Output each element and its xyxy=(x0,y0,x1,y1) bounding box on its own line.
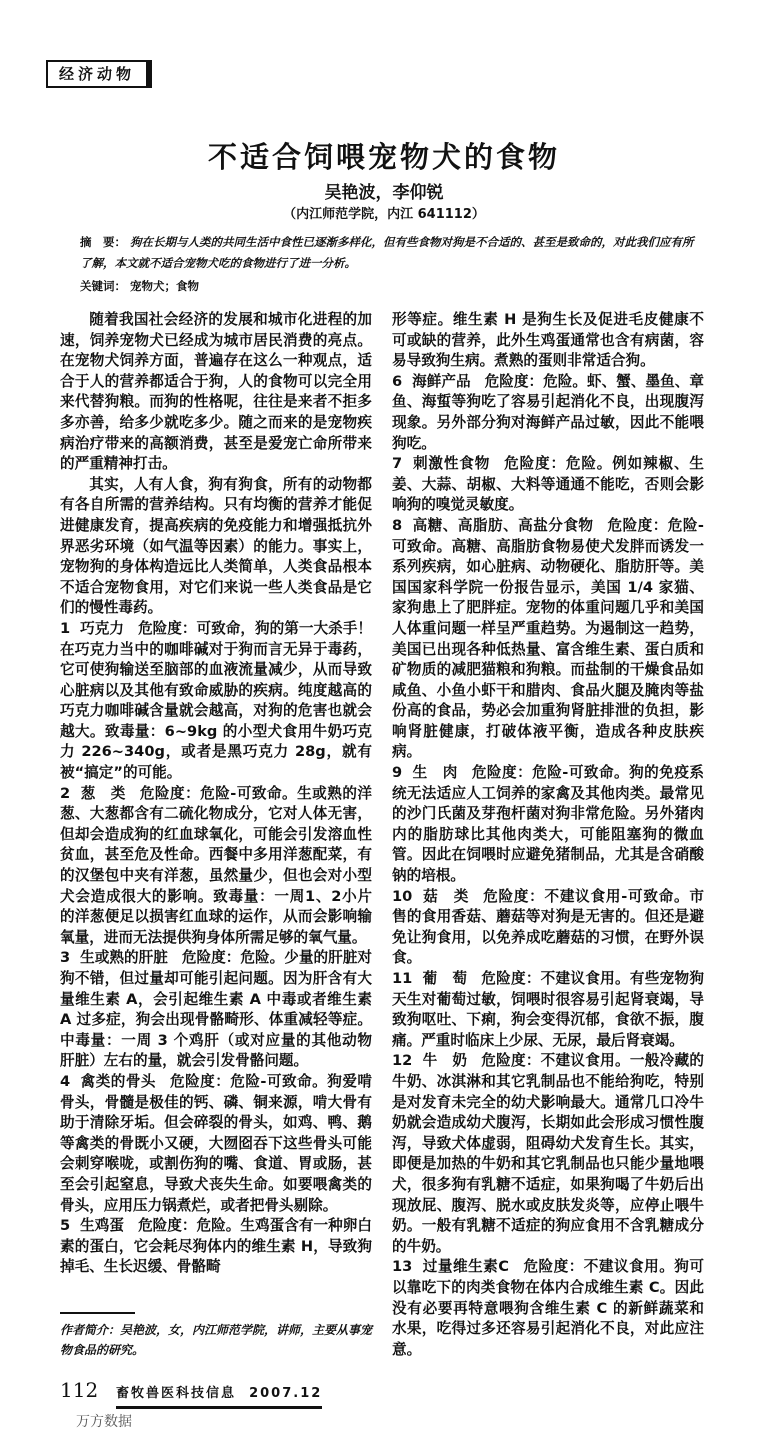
item-number: 6 xyxy=(392,372,403,390)
food-item xyxy=(60,948,372,1072)
item-name: 牛 奶 xyxy=(422,1052,468,1070)
food-item xyxy=(60,784,372,949)
item-number: 11 xyxy=(392,970,413,987)
item-number: 5 xyxy=(60,1217,71,1235)
food-item-continued: 形等症。维生素 H 是狗生长及促进毛皮健康不可或缺的营养，此外生鸡蛋通常也含有病菌，容易导致狗生病。煮熟的蛋则非常适合狗。 xyxy=(392,311,704,370)
item-name: 生鸡蛋 xyxy=(80,1217,125,1235)
item-name: 巧克力 xyxy=(80,619,125,637)
watermark: 万方数据 xyxy=(76,1414,132,1431)
food-item xyxy=(60,1216,372,1278)
journal-name: 畜牧兽医科技信息 xyxy=(116,1386,237,1402)
item-name: 禽类的骨头 xyxy=(80,1072,156,1090)
page-footer xyxy=(60,1378,722,1409)
keywords-text: 宠物犬；食物 xyxy=(130,279,199,293)
author-footnote: 作者简介：吴艳波，女，内江师范学院，讲师，主要从事宠物食品的研究。 xyxy=(60,1323,373,1358)
abstract-text: 狗在长期与人类的共同生活中食性已逐渐多样化，但有些食物对狗是不合适的、甚至是致命的，对此我们应有所了解，本文就不适合宠物犬吃的食物进行了进一分析。 xyxy=(80,235,694,270)
item-name: 海鲜产品 xyxy=(412,372,471,390)
left-column-body xyxy=(60,310,372,1278)
item-name: 生或熟的肝脏 xyxy=(80,949,168,967)
item-name: 葡 萄 xyxy=(422,970,468,987)
item-text: 危险度：不建议食用-可致命。市售的食用香菇、蘑菇等对狗是无害的。但还是避免让狗食用，以免养成吃蘑菇的习惯，在野外误食。 xyxy=(392,887,704,967)
food-item xyxy=(392,763,704,887)
food-item xyxy=(392,887,704,969)
item-number: 3 xyxy=(60,949,71,967)
item-text: 危险度：危险。虾、蟹、墨鱼、章鱼、海蜇等狗吃了容易引起消化不良，出现腹泻现象。另外部分狗对海鲜产品过敏，因此不能喂狗吃。 xyxy=(392,372,704,452)
item-number: 2 xyxy=(60,784,71,802)
food-item xyxy=(392,1257,704,1360)
abstract xyxy=(80,232,700,274)
item-text: 危险度：危险。例如辣椒、生姜、大蒜、胡椒、大料等通通不能吃，否则会影响狗的嗅觉灵敏度。 xyxy=(392,455,704,514)
food-item xyxy=(60,619,372,784)
page-number: 112 xyxy=(60,1378,99,1403)
item-name: 葱 类 xyxy=(80,784,126,802)
item-number: 13 xyxy=(392,1258,413,1276)
food-item xyxy=(392,454,704,516)
item-text: 危险度：危险-可致命。高糖、高脂肪食物易使犬发胖而诱发一系列疾病，如心脏病、动物硬化、脂肪肝等。美国国家科学院一份报告显示，美国 1/4 家猫、家狗患上了肥胖症。宠物的体重问题几乎和美国人体重问题一样呈严重趋势。为遏制这一趋势，美国已出现各种低热量、富含维生素、蛋白质和矿物质的减肥猫粮和狗粮。而盐制的干燥食品如咸鱼、小鱼小虾干和腊肉、食品火腿及腌肉等盐份高的食品，势必会加重狗肾脏排泄的负担，影响肾脏健康，打破体液平衡，造成各种皮肤疾病。 xyxy=(392,516,704,761)
item-number: 1 xyxy=(60,619,71,637)
food-item xyxy=(392,1051,704,1257)
intro-paragraph: 其实，人有人食，狗有狗食，所有的动物都有各自所需的营养结构。只有均衡的营养才能促进健康发育，提高疾病的免疫能力和增强抵抗外界恶劣环境（如气温等因素）的能力。事实上，宠物狗的身体构造远比人类简单，人类食品根本不适合宠物食用，对它们来说一些人类食品是它们的慢性毒药。 xyxy=(60,475,372,617)
journal-info xyxy=(116,1384,322,1409)
food-item xyxy=(60,1072,372,1216)
right-column xyxy=(392,310,704,1360)
footnote-divider xyxy=(60,1312,135,1314)
item-text: 危险度：危险。少量的肝脏对狗不错，但过量却可能引起问题。因为肝含有大量维生素 A，会引起维生素 A 中毒或者维生素 A 过多症，狗会出现骨骼畸形、体重减轻等症。中毒量：一周 3 个鸡肝（或对应量的其他动物肝脏）左右的量，就会引发骨骼问题。 xyxy=(60,949,372,1070)
item-name: 过量维生素C xyxy=(422,1258,509,1276)
item-name: 菇 类 xyxy=(422,887,470,905)
item-name: 生 肉 xyxy=(412,764,458,782)
article-title: 不适合饲喂宠物犬的食物 xyxy=(207,140,560,174)
food-item xyxy=(392,516,704,763)
item-text: 危险度：不建议食用。有些宠物狗天生对葡萄过敏，饲喂时很容易引起肾衰竭，导致狗呕吐、下痢，狗会变得沉郁，食欲不振，腹痛。严重时临床上少尿、无尿，最后肾衰竭。 xyxy=(392,970,704,1049)
item-number: 12 xyxy=(392,1052,413,1070)
food-item xyxy=(392,969,704,1051)
item-number: 10 xyxy=(392,887,413,905)
article-header xyxy=(46,138,722,296)
item-text: 危险度：不建议食用。狗可以靠吃下的肉类食物在体内合成维生素 C。因此没有必要再特意喂狗含维生素 C 的新鲜蔬菜和水果，吃得过多还容易引起消化不良，对此应注意。 xyxy=(392,1258,704,1358)
item-name: 刺激性食物 xyxy=(412,455,491,473)
abstract-label: 摘 要： xyxy=(80,235,126,249)
affiliation: （内江师范学院，内江 641112） xyxy=(283,207,485,222)
section-tag: 经济动物 xyxy=(46,60,152,88)
keywords xyxy=(80,276,722,296)
food-item xyxy=(392,372,704,454)
item-name: 高糖、高脂肪、高盐分食物 xyxy=(412,516,594,534)
intro-paragraph: 随着我国社会经济的发展和城市化进程的加速，饲养宠物犬已经成为城市居民消费的亮点。在宠物犬饲养方面，普遍存在这么一种观点，适合于人的营养都适合于狗，人的食物可以完全用来代替狗粮。而狗的性格呢，往往是来者不拒多多亦善，给多少就吃多少。随之而来的是宠物疾病治疗带来的高额消费，甚至是爱宠亡命所带来的严重精神打击。 xyxy=(60,311,372,473)
item-text: 危险度：危险-可致命。狗爱啃骨头，骨髓是极佳的钙、磷、铜来源，啃大骨有助于清除牙垢。但会碎裂的骨头，如鸡、鸭、鹅等禽类的骨既小又硬，大囫囵吞下这些骨头可能会刺穿喉咙，或割伤狗的嘴、食道、胃或肠，甚至会引起窒息，导致犬丧失生命。如要喂禽类的骨头，应用压力锅煮烂，或者把骨头剔除。 xyxy=(60,1072,372,1214)
journal-issue: 2007.12 xyxy=(249,1386,323,1402)
item-number: 4 xyxy=(60,1072,71,1090)
item-number: 7 xyxy=(392,455,403,473)
footnote-block xyxy=(60,1296,372,1360)
left-column xyxy=(60,310,372,1360)
item-number: 9 xyxy=(392,764,403,782)
item-number: 8 xyxy=(392,516,403,534)
authors: 吴艳波，李仰锐 xyxy=(324,183,444,203)
item-text: 危险度：危险。生鸡蛋含有一种卵白素的蛋白，它会耗尽狗体内的维生素 H，导致狗掉毛、生长迟缓、骨骼畸 xyxy=(60,1217,372,1276)
keywords-label: 关键词： xyxy=(80,279,126,293)
item-text: 危险度：可致命，狗的第一大杀手！在巧克力当中的咖啡碱对于狗而言无异于毒药，它可使狗输送至脑部的血液流量减少，从而导致心脏病以及其他有致命威胁的疾病。纯度越高的巧克力咖啡碱含量就会越高，对狗的危害也就会越大。致毒量：6~9kg 的小型犬食用牛奶巧克力 226~340g，或者是黑巧克力 28g，就有被“搞定”的可能。 xyxy=(60,619,372,782)
item-text: 危险度：不建议食用。一般冷藏的牛奶、冰淇淋和其它乳制品也不能给狗吃，特别是对发育未完全的幼犬影响最大。通常几口冷牛奶就会造成幼犬腹泻，长期如此会形成习惯性腹泻，导致犬体虚弱，阻碍幼犬发育生长。其实，即便是加热的牛奶和其它乳制品也只能少量地喂犬，很多狗有乳糖不适症，如果狗喝了牛奶后出现放屁、腹泻、脱水或皮肤发炎等，应停止喂牛奶。一般有乳糖不适症的狗应食用不含乳糖成分的牛奶。 xyxy=(392,1052,704,1255)
item-text: 危险度：危险-可致命。狗的免疫系统无法适应人工饲养的家禽及其他肉类。最常见的沙门氏菌及芽孢杆菌对狗非常危险。另外猪肉内的脂肪球比其他肉类大，可能阻塞狗的微血管。因此在饲喂时应避免猪制品，尤其是含硝酸钠的培根。 xyxy=(392,764,704,885)
body-columns xyxy=(60,310,722,1360)
item-text: 危险度：危险-可致命。生或熟的洋葱、大葱都含有二硫化物成分，它对人体无害，但却会造成狗的红血球氧化，可能会引发溶血性贫血，甚至危及性命。西餐中多用洋葱配菜，有的汉堡包中夹有洋葱，虽然量少，但也会对小型犬会造成很大的影响。致毒量：一周1、2小片的洋葱便足以损害红血球的运作，从而会影响输氧量，进而无法提供狗身体所需足够的氧气量。 xyxy=(60,784,372,946)
